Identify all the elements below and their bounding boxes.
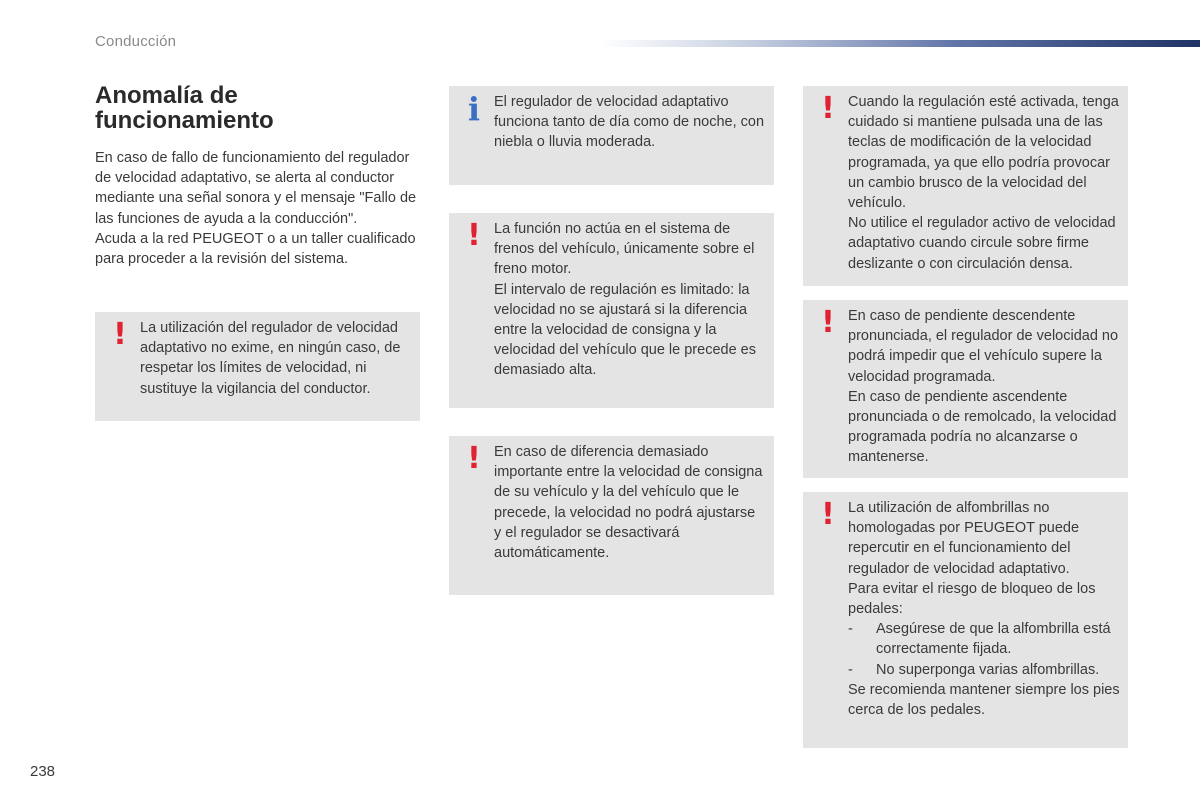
- warning-box-paragraph: La utilización del regulador de velocidad adaptativo no exime, en ningún caso, de respetar los límites de velocidad, ni sustituye la vigilancia del conductor.: [140, 320, 401, 397]
- warning-box-text: [494, 219, 766, 381]
- warning-box-speed-difference: [449, 436, 774, 595]
- warning-box-paragraph-3: Se recomienda mantener siempre los pies cerca de los pedales.: [848, 681, 1120, 719]
- warning-box-paragraph-1: Cuando la regulación esté activada, tenga cuidado si mantiene pulsada una de las teclas de modificación de la velocidad programada, ya que ello podría provocar un cambio brusco de la velocidad del vehículo.: [848, 94, 1119, 212]
- section-label: Conducción: [95, 33, 177, 50]
- warning-box-paragraph-2: El intervalo de regulación es limitado: la velocidad no se ajustará si la diferencia entre la velocidad de consigna y la velocidad del vehículo que le precede es demasiado alta.: [494, 281, 756, 379]
- info-box-text: [494, 92, 766, 153]
- page-number: 238: [30, 763, 56, 780]
- list-item-text: Asegúrese de que la alfombrilla está correctamente fijada.: [876, 621, 1111, 658]
- intro-text: [95, 148, 420, 269]
- warning-box-paragraph-2: En caso de pendiente ascendente pronunciada o de remolcado, la velocidad programada podría no alcanzarse o mantenerse.: [848, 388, 1117, 466]
- warning-box-paragraph-1: La utilización de alfombrillas no homologadas por PEUGEOT puede repercutir en el funcionamiento del regulador de velocidad adaptativo.: [848, 500, 1080, 577]
- warning-box-brake-system: [449, 213, 774, 408]
- warning-icon: !: [821, 91, 835, 126]
- list-item: [848, 660, 1120, 680]
- info-box-conditions: [449, 86, 774, 185]
- warning-box-driver-vigilance: [95, 312, 420, 421]
- warning-box-paragraph-1: En caso de pendiente descendente pronunciada, el regulador de velocidad no podrá impedir que el vehículo supere la velocidad programada.: [848, 308, 1119, 385]
- warning-box-paragraph-2: Para evitar el riesgo de bloqueo de los pedales:: [848, 580, 1096, 618]
- warning-box-paragraph: En caso de diferencia demasiado importante entre la velocidad de consigna de su vehículo y la del vehículo que le precede, la velocidad no podrá ajustarse y el regulador se desactivará automáticamente.: [494, 444, 763, 562]
- warning-box-text: [848, 498, 1120, 720]
- info-box-paragraph: El regulador de velocidad adaptativo funciona tanto de día como de noche, con niebla o lluvia moderada.: [494, 94, 765, 151]
- warning-box-paragraph-1: La función no actúa en el sistema de frenos del vehículo, únicamente sobre el freno motor.: [494, 221, 755, 278]
- warning-box-text: [848, 306, 1120, 468]
- warning-icon: !: [113, 317, 127, 352]
- list-item: [848, 619, 1120, 659]
- warning-box-floor-mats: [803, 492, 1128, 748]
- warning-box-slope: [803, 300, 1128, 478]
- intro-paragraph-2: Acuda a la red PEUGEOT o a un taller cualificado para proceder a la revisión del sistema.: [95, 230, 416, 268]
- page-title-line-2: funcionamiento: [95, 107, 274, 134]
- warning-icon: !: [467, 218, 481, 253]
- warning-box-text: [494, 442, 766, 563]
- warning-box-text: [140, 318, 412, 399]
- warning-box-text: [848, 92, 1120, 274]
- list-dash: -: [848, 621, 853, 638]
- warning-icon: !: [467, 441, 481, 476]
- intro-paragraph-1: En caso de fallo de funcionamiento del regulador de velocidad adaptativo, se alerta al conductor mediante una señal sonora y el mensaje "Fallo de las funciones de ayuda a la conducción".: [95, 150, 417, 227]
- warning-box-paragraph-2: No utilice el regulador activo de velocidad adaptativo cuando circule sobre firme deslizante o con circulación densa.: [848, 215, 1116, 272]
- warning-icon: !: [821, 497, 835, 532]
- warning-icon: !: [821, 305, 835, 340]
- warning-box-active-regulation: [803, 86, 1128, 286]
- header-gradient-bar: [600, 40, 1200, 47]
- page-title-line-1: Anomalía de: [95, 82, 238, 109]
- list-item-text: No superponga varias alfombrillas.: [876, 661, 1100, 678]
- page-title: [95, 83, 274, 133]
- info-icon: i: [467, 90, 481, 128]
- list-dash: -: [848, 661, 853, 678]
